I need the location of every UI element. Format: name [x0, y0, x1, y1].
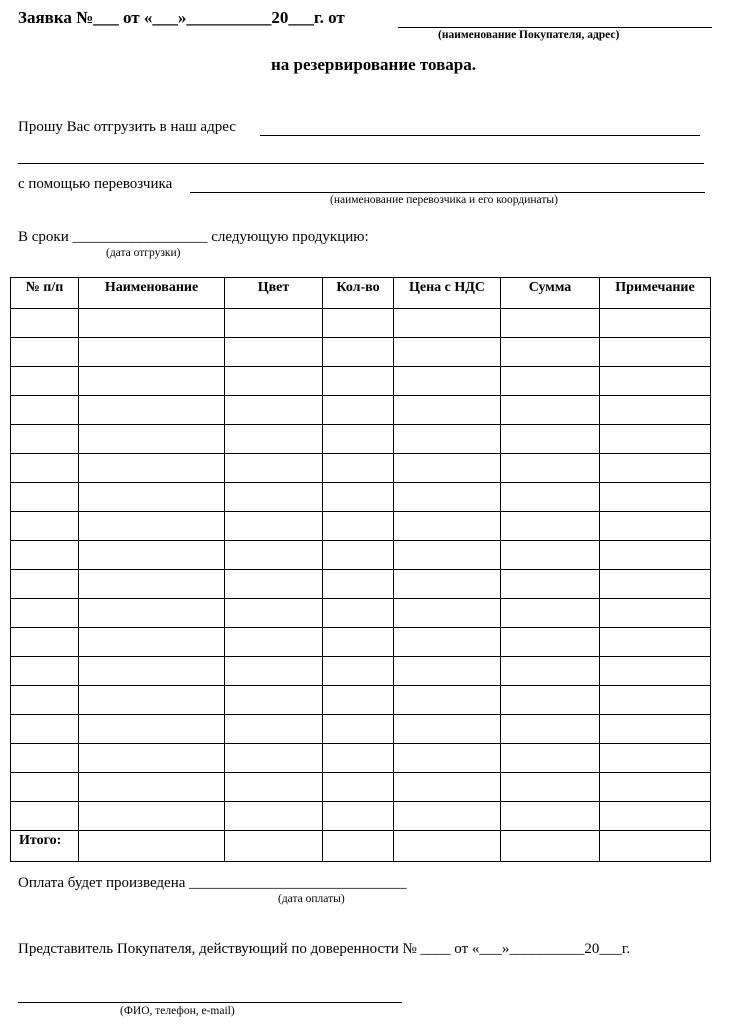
table-cell[interactable]	[11, 773, 79, 802]
table-cell[interactable]	[11, 309, 79, 338]
table-cell[interactable]	[394, 599, 501, 628]
total-cell[interactable]	[225, 831, 323, 862]
signature-hint: (ФИО, телефон, e-mail)	[120, 1005, 235, 1017]
table-cell[interactable]	[323, 367, 394, 396]
table-cell[interactable]	[501, 744, 600, 773]
table-cell[interactable]	[394, 309, 501, 338]
table-cell[interactable]	[394, 773, 501, 802]
table-cell[interactable]	[600, 367, 711, 396]
table-cell[interactable]	[79, 657, 225, 686]
terms-label: В сроки	[18, 229, 69, 245]
address-blank-line-1[interactable]	[260, 135, 700, 136]
table-cell[interactable]	[394, 628, 501, 657]
table-cell[interactable]	[79, 541, 225, 570]
signature-blank-line[interactable]	[18, 1002, 402, 1003]
table-cell[interactable]	[79, 454, 225, 483]
table-cell[interactable]	[225, 570, 323, 599]
table-cell[interactable]	[394, 686, 501, 715]
table-cell[interactable]	[11, 628, 79, 657]
table-cell[interactable]	[600, 599, 711, 628]
table-row	[11, 367, 711, 396]
table-cell[interactable]	[394, 483, 501, 512]
table-cell[interactable]	[501, 715, 600, 744]
table-cell[interactable]	[501, 773, 600, 802]
col-header-price-vat: Цена с НДС	[394, 278, 501, 309]
total-cell[interactable]	[394, 831, 501, 862]
table-cell[interactable]	[225, 512, 323, 541]
table-cell[interactable]	[600, 425, 711, 454]
table-cell[interactable]	[600, 715, 711, 744]
terms-suffix: следующую продукцию:	[211, 229, 369, 245]
table-cell[interactable]	[323, 570, 394, 599]
payment-line	[18, 875, 407, 892]
carrier-label: с помощью перевозчика	[18, 176, 173, 192]
table-cell[interactable]	[225, 483, 323, 512]
table-cell[interactable]	[600, 396, 711, 425]
table-cell[interactable]	[323, 309, 394, 338]
table-cell[interactable]	[394, 338, 501, 367]
table-cell[interactable]	[323, 425, 394, 454]
table-cell[interactable]	[79, 425, 225, 454]
address-blank-line-2[interactable]	[18, 163, 704, 164]
payment-label: Оплата будет произведена	[18, 875, 186, 891]
table-cell[interactable]	[501, 338, 600, 367]
table-cell[interactable]	[501, 570, 600, 599]
table-header-row	[11, 278, 711, 309]
table-cell[interactable]	[225, 715, 323, 744]
table-cell[interactable]	[501, 512, 600, 541]
table-cell[interactable]	[225, 628, 323, 657]
table-row	[11, 744, 711, 773]
total-label: Итого:	[11, 831, 79, 862]
table-cell[interactable]	[323, 512, 394, 541]
table-cell[interactable]	[501, 599, 600, 628]
document-title: Заявка №___ от «___»__________20___г. от	[18, 8, 345, 27]
total-cell[interactable]	[79, 831, 225, 862]
terms-blank[interactable]: __________________	[72, 229, 208, 245]
table-cell[interactable]	[225, 773, 323, 802]
terms-hint: (дата отгрузки)	[106, 247, 181, 259]
payment-hint: (дата оплаты)	[278, 893, 345, 905]
table-cell[interactable]	[225, 396, 323, 425]
table-cell[interactable]	[600, 744, 711, 773]
table-row	[11, 773, 711, 802]
col-header-number: № п/п	[11, 278, 79, 309]
table-cell[interactable]	[323, 628, 394, 657]
table-cell[interactable]	[394, 396, 501, 425]
table-cell[interactable]	[225, 802, 323, 831]
table-cell[interactable]	[11, 367, 79, 396]
table-cell[interactable]	[323, 599, 394, 628]
table-row	[11, 483, 711, 512]
col-header-color: Цвет	[225, 278, 323, 309]
table-row	[11, 570, 711, 599]
products-table	[10, 277, 711, 862]
buyer-blank-line[interactable]	[398, 27, 712, 28]
table-cell[interactable]	[501, 367, 600, 396]
table-cell[interactable]	[501, 541, 600, 570]
table-cell[interactable]	[11, 802, 79, 831]
table-cell[interactable]	[394, 512, 501, 541]
table-row	[11, 599, 711, 628]
table-cell[interactable]	[79, 773, 225, 802]
table-cell[interactable]	[501, 686, 600, 715]
total-cell[interactable]	[600, 831, 711, 862]
table-cell[interactable]	[11, 483, 79, 512]
table-cell[interactable]	[600, 541, 711, 570]
table-cell[interactable]	[79, 628, 225, 657]
table-cell[interactable]	[501, 483, 600, 512]
table-cell[interactable]	[323, 483, 394, 512]
table-cell[interactable]	[600, 628, 711, 657]
table-cell[interactable]	[600, 512, 711, 541]
table-cell[interactable]	[600, 686, 711, 715]
table-cell[interactable]	[11, 570, 79, 599]
table-row	[11, 657, 711, 686]
table-cell[interactable]	[225, 744, 323, 773]
carrier-blank-line[interactable]	[190, 192, 705, 193]
table-cell[interactable]	[11, 512, 79, 541]
table-cell[interactable]	[79, 686, 225, 715]
table-row	[11, 628, 711, 657]
table-cell[interactable]	[394, 454, 501, 483]
table-cell[interactable]	[394, 425, 501, 454]
total-cell[interactable]	[501, 831, 600, 862]
table-cell[interactable]	[600, 570, 711, 599]
table-cell[interactable]	[600, 802, 711, 831]
table-cell[interactable]	[11, 599, 79, 628]
table-cell[interactable]	[323, 396, 394, 425]
table-cell[interactable]	[323, 715, 394, 744]
table-cell[interactable]	[79, 512, 225, 541]
table-cell[interactable]	[394, 802, 501, 831]
table-cell[interactable]	[323, 541, 394, 570]
table-cell[interactable]	[501, 425, 600, 454]
table-cell[interactable]	[11, 715, 79, 744]
total-row	[11, 831, 711, 862]
table-row	[11, 425, 711, 454]
table-row	[11, 802, 711, 831]
table-cell[interactable]	[79, 802, 225, 831]
table-cell[interactable]	[501, 396, 600, 425]
carrier-hint: (наименование перевозчика и его координаты)	[330, 194, 558, 206]
table-cell[interactable]	[11, 541, 79, 570]
table-cell[interactable]	[225, 454, 323, 483]
table-cell[interactable]	[79, 338, 225, 367]
table-cell[interactable]	[11, 425, 79, 454]
table-cell[interactable]	[11, 686, 79, 715]
table-cell[interactable]	[501, 454, 600, 483]
table-row	[11, 338, 711, 367]
table-cell[interactable]	[394, 657, 501, 686]
table-cell[interactable]	[323, 744, 394, 773]
table-cell[interactable]	[225, 338, 323, 367]
table-row	[11, 541, 711, 570]
payment-blank[interactable]: _____________________________	[189, 875, 407, 891]
table-cell[interactable]	[323, 802, 394, 831]
table-cell[interactable]	[323, 686, 394, 715]
table-cell[interactable]	[600, 773, 711, 802]
table-row	[11, 396, 711, 425]
table-cell[interactable]	[225, 425, 323, 454]
table-cell[interactable]	[79, 570, 225, 599]
table-cell[interactable]	[79, 599, 225, 628]
table-cell[interactable]	[394, 570, 501, 599]
table-cell[interactable]	[323, 657, 394, 686]
document-subtitle: на резервирование товара.	[270, 55, 477, 74]
table-cell[interactable]	[79, 309, 225, 338]
table-cell[interactable]	[79, 396, 225, 425]
table-cell[interactable]	[11, 657, 79, 686]
table-cell[interactable]	[600, 454, 711, 483]
table-row	[11, 454, 711, 483]
table-cell[interactable]	[11, 744, 79, 773]
col-header-name: Наименование	[79, 278, 225, 309]
table-row	[11, 686, 711, 715]
table-cell[interactable]	[501, 657, 600, 686]
table-cell[interactable]	[79, 367, 225, 396]
table-cell[interactable]	[394, 367, 501, 396]
col-header-note: Примечание	[600, 278, 711, 309]
table-body	[11, 309, 711, 831]
table-row	[11, 309, 711, 338]
table-cell[interactable]	[501, 309, 600, 338]
col-header-quantity: Кол-во	[323, 278, 394, 309]
table-cell[interactable]	[225, 367, 323, 396]
representative-line: Представитель Покупателя, действующий по доверенности № ____ от «___»__________20___г.	[18, 941, 631, 957]
table-cell[interactable]	[225, 541, 323, 570]
table-cell[interactable]	[600, 483, 711, 512]
table-cell[interactable]	[79, 483, 225, 512]
terms-line	[18, 229, 369, 246]
total-cell[interactable]	[323, 831, 394, 862]
table-cell[interactable]	[394, 541, 501, 570]
table-cell[interactable]	[225, 686, 323, 715]
ship-request-label: Прошу Вас отгрузить в наш адрес	[18, 119, 236, 135]
table-cell[interactable]	[600, 657, 711, 686]
buyer-hint: (наименование Покупателя, адрес)	[438, 29, 620, 41]
table-cell[interactable]	[225, 309, 323, 338]
table-cell[interactable]	[11, 454, 79, 483]
table-cell[interactable]	[394, 715, 501, 744]
table-cell[interactable]	[11, 396, 79, 425]
table-cell[interactable]	[323, 454, 394, 483]
table-row	[11, 512, 711, 541]
table-cell[interactable]	[501, 628, 600, 657]
table-cell[interactable]	[394, 744, 501, 773]
table-cell[interactable]	[501, 802, 600, 831]
table-row	[11, 715, 711, 744]
table-cell[interactable]	[323, 773, 394, 802]
table-cell[interactable]	[11, 338, 79, 367]
table-cell[interactable]	[600, 309, 711, 338]
table-cell[interactable]	[225, 599, 323, 628]
table-cell[interactable]	[225, 657, 323, 686]
table-cell[interactable]	[79, 715, 225, 744]
table-cell[interactable]	[323, 338, 394, 367]
table-cell[interactable]	[79, 744, 225, 773]
table-cell[interactable]	[600, 338, 711, 367]
col-header-sum: Сумма	[501, 278, 600, 309]
